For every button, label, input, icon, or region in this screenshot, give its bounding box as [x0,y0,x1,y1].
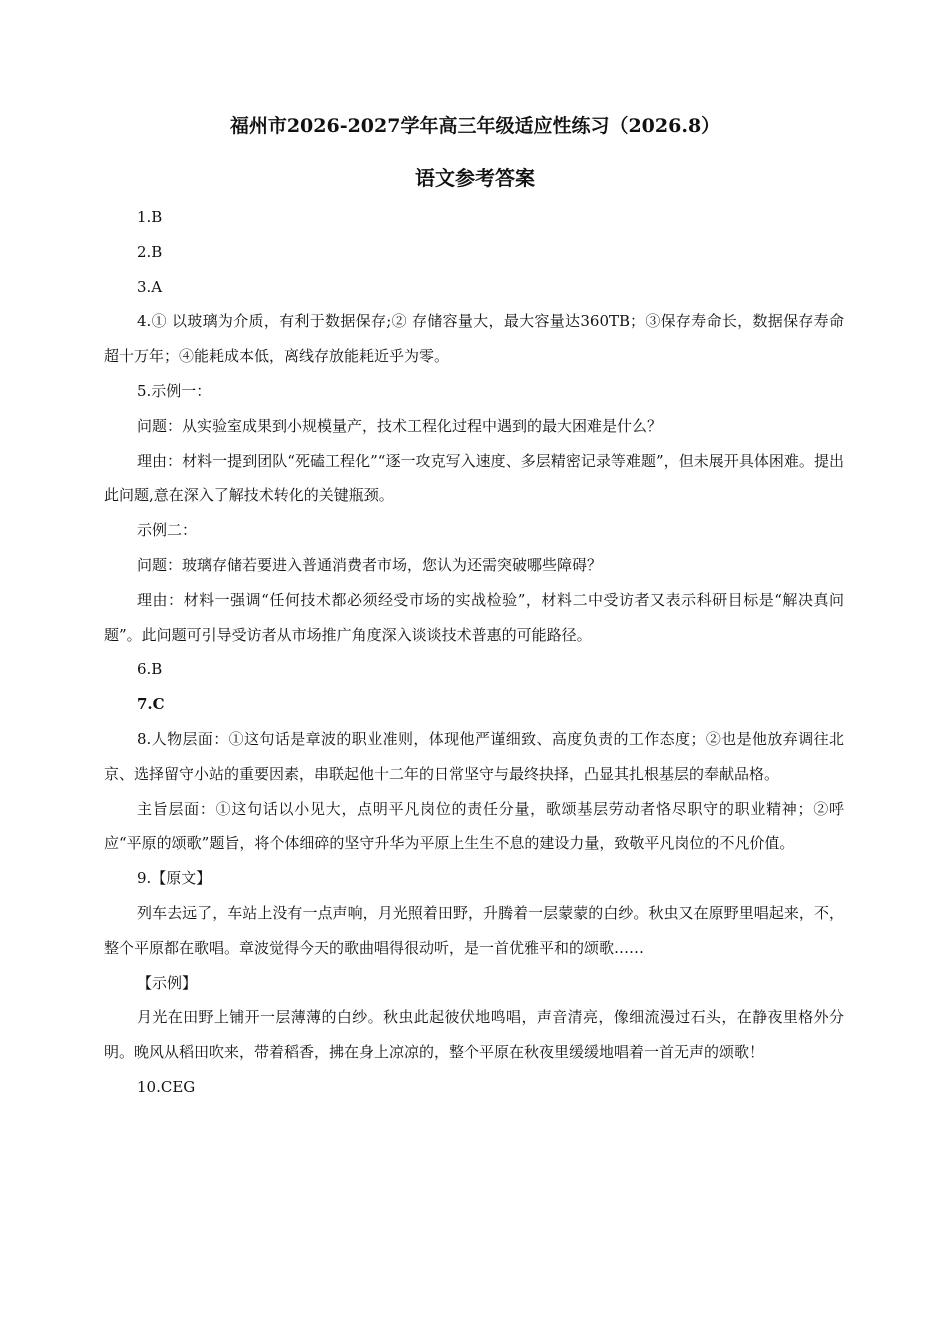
answer-5-example-2-reason: 理由：材料一强调“任何技术都必须经受市场的实战检验”，材料二中受访者又表示科研目标是“解决真问题”。此问题可引导受访者从市场推广角度深入谈谈技术普惠的可能路径。 [104,590,844,644]
answer-1: 1.B [137,208,163,226]
answer-3: 3.A [137,277,163,296]
answer-5-example-1-heading: 5.示例一： [137,381,212,400]
answer-10: 10.CEG [137,1077,196,1096]
answer-body [104,200,844,1105]
answer-7: 7.C [137,695,165,714]
answer-5-example-2-question: 问题：玻璃存储若要进入普通消费者市场，您认为还需突破哪些障碍？ [137,555,603,574]
answer-2: 2.B [137,242,163,261]
answer-9-example-heading: 【示例】 [137,973,198,992]
document-title: 福州市2026-2027学年高三年级适应性练习（2026.8） [229,115,721,137]
answer-8-character-level: 8.人物层面：①这句话是章波的职业准则，体现他严谨细致、高度负责的工作态度；②也是他放弃调往北京、选择留守小站的重要因素，串联起他十二年的日常坚守与最终抉择，凸显其扎根基层的奉献品格。 [104,729,844,783]
answer-5-example-1-reason: 理由：材料一提到团队“死磕工程化”“逐一攻克写入速度、多层精密记录等难题”，但未展开具体困难。提出此问题,意在深入了解技术转化的关键瓶颈。 [104,451,844,505]
answer-8-theme-level: 主旨层面：①这句话以小见大，点明平凡岗位的责任分量，歌颂基层劳动者恪尽职守的职业精神；②呼应“平原的颂歌”题旨，将个体细碎的坚守升华为平原上生生不息的建设力量，致敬平凡岗位的不凡价值。 [104,799,844,853]
answer-4: 4.① 以玻璃为介质，有利于数据保存;② 存储容量大，最大容量达360TB；③保存寿命长，数据保存寿命超十万年；④能耗成本低，离线存放能耗近乎为零。 [104,312,844,366]
answer-9-original-text: 列车去远了，车站上没有一点声响，月光照着田野，升腾着一层蒙蒙的白纱。秋虫又在原野里唱起来，不，整个平原都在歌唱。章波觉得今天的歌曲唱得很动听，是一首优雅平和的颂歌…… [104,903,844,957]
answer-9-example-text: 月光在田野上铺开一层薄薄的白纱。秋虫此起彼伏地鸣唱，声音清亮，像细流漫过石头，在静夜里格外分明。晚风从稻田吹来，带着稻香，拂在身上凉凉的，整个平原在秋夜里缓缓地唱着一首无声的颂歌！ [104,1008,844,1062]
document-subtitle: 语文参考答案 [415,166,535,190]
answer-9-original-heading: 9.【原文】 [137,869,212,888]
answer-6: 6.B [137,660,163,679]
answer-5-example-1-question: 问题：从实验室成果到小规模量产，技术工程化过程中遇到的最大困难是什么？ [137,416,663,435]
answer-5-example-2-heading: 示例二： [137,521,198,540]
